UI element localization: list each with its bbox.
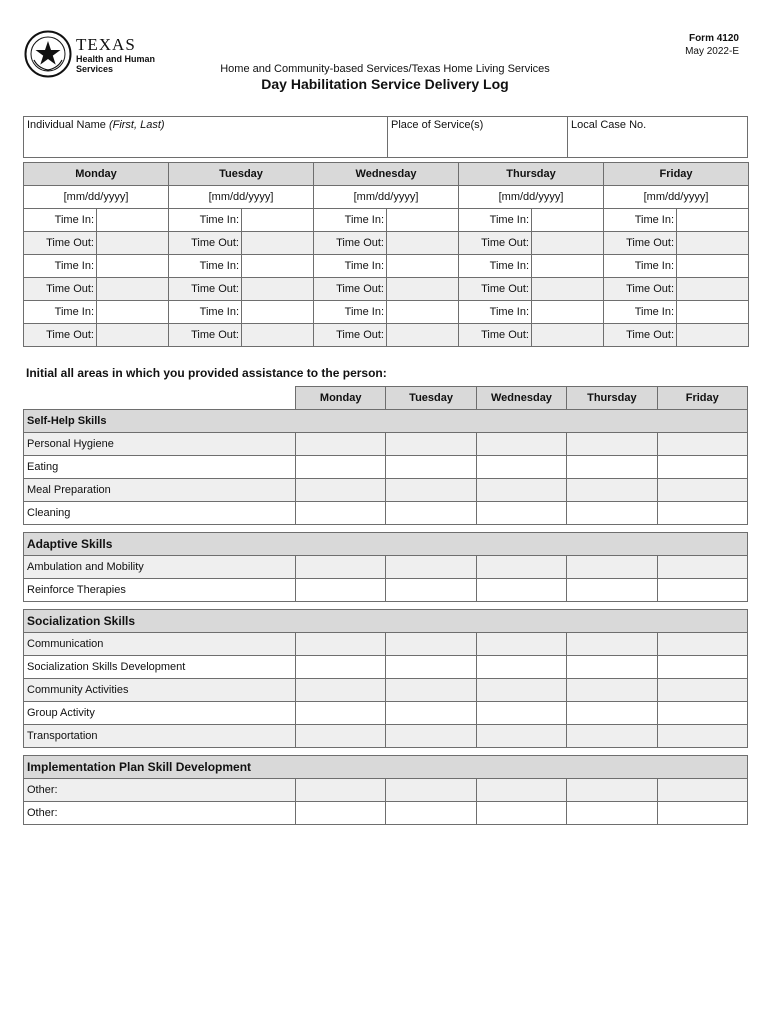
initial-field-wednesday[interactable] [476,633,566,656]
time-out-field-wednesday[interactable] [387,232,459,255]
skill-item-label: Meal Preparation [24,479,296,502]
skill-item-label: Ambulation and Mobility [24,556,296,579]
initial-field-thursday[interactable] [567,656,657,679]
initial-field-thursday[interactable] [567,779,657,802]
time-in-label: Time In: [314,255,387,278]
skills-corner-cell [24,387,296,410]
section-header: Socialization Skills [24,610,748,633]
initial-field-wednesday[interactable] [476,433,566,456]
skill-item-label: Community Activities [24,679,296,702]
day-header-friday: Friday [604,163,749,186]
date-field-monday[interactable]: [mm/dd/yyyy] [24,186,169,209]
time-in-field-friday[interactable] [677,209,749,232]
initial-field-friday[interactable] [657,779,747,802]
time-out-label: Time Out: [314,324,387,347]
initial-field-friday[interactable] [657,656,747,679]
initial-field-thursday[interactable] [567,579,657,602]
time-out-field-friday[interactable] [677,232,749,255]
time-in-label: Time In: [24,255,97,278]
time-in-field-thursday[interactable] [532,255,604,278]
time-out-label: Time Out: [169,232,242,255]
time-out-field-thursday[interactable] [532,232,604,255]
time-in-field-monday[interactable] [97,255,169,278]
time-out-field-friday[interactable] [677,278,749,301]
initial-field-tuesday[interactable] [386,479,476,502]
initial-field-friday[interactable] [657,556,747,579]
skills-day-header-wednesday: Wednesday [476,387,566,410]
section-spacer [24,748,748,756]
time-out-label: Time Out: [24,232,97,255]
skill-item-label: Socialization Skills Development [24,656,296,679]
initial-field-wednesday[interactable] [476,502,566,525]
individual-name-field[interactable]: Individual Name (First, Last) [24,117,388,158]
initial-field-monday[interactable] [296,679,386,702]
day-header-monday: Monday [24,163,169,186]
section-spacer [24,525,748,533]
day-header-thursday: Thursday [459,163,604,186]
form-number: Form 4120 [688,33,739,44]
skill-item-label: Cleaning [24,502,296,525]
day-header-tuesday: Tuesday [169,163,314,186]
initial-field-wednesday[interactable] [476,579,566,602]
initial-field-friday[interactable] [657,702,747,725]
initial-field-tuesday[interactable] [386,679,476,702]
time-in-label: Time In: [459,301,532,324]
initial-field-monday[interactable] [296,656,386,679]
initial-field-tuesday[interactable] [386,702,476,725]
individual-info-table [23,116,748,158]
initial-field-monday[interactable] [296,456,386,479]
initial-field-friday[interactable] [657,502,747,525]
time-out-label: Time Out: [314,232,387,255]
time-in-field-thursday[interactable] [532,301,604,324]
time-out-label: Time Out: [314,278,387,301]
initial-field-thursday[interactable] [567,456,657,479]
skill-item-label: Personal Hygiene [24,433,296,456]
initial-field-wednesday[interactable] [476,479,566,502]
time-in-field-tuesday[interactable] [242,209,314,232]
time-in-field-tuesday[interactable] [242,301,314,324]
time-out-field-monday[interactable] [97,232,169,255]
initial-field-tuesday[interactable] [386,633,476,656]
page-title: Day Habilitation Service Delivery Log [261,76,509,92]
initial-field-thursday[interactable] [567,633,657,656]
initial-field-tuesday[interactable] [386,433,476,456]
agency-line: Home and Community-based Services/Texas Home Living Services [220,63,550,75]
initial-field-wednesday[interactable] [476,556,566,579]
initial-field-tuesday[interactable] [386,656,476,679]
time-out-field-wednesday[interactable] [387,324,459,347]
initial-field-friday[interactable] [657,433,747,456]
initial-field-monday[interactable] [296,779,386,802]
time-out-label: Time Out: [169,278,242,301]
skill-item-label: Group Activity [24,702,296,725]
skills-day-header-tuesday: Tuesday [386,387,476,410]
initial-field-monday[interactable] [296,579,386,602]
skills-table [23,386,748,825]
time-out-label: Time Out: [169,324,242,347]
time-out-label: Time Out: [459,324,532,347]
time-in-label: Time In: [169,255,242,278]
initial-field-monday[interactable] [296,556,386,579]
time-in-field-friday[interactable] [677,301,749,324]
time-out-field-monday[interactable] [97,278,169,301]
date-field-wednesday[interactable]: [mm/dd/yyyy] [314,186,459,209]
form-date: May 2022-E [685,46,739,57]
date-field-tuesday[interactable]: [mm/dd/yyyy] [169,186,314,209]
date-field-thursday[interactable]: [mm/dd/yyyy] [459,186,604,209]
time-out-label: Time Out: [604,278,677,301]
initial-field-friday[interactable] [657,456,747,479]
time-out-label: Time Out: [24,278,97,301]
initial-field-monday[interactable] [296,725,386,748]
time-in-field-thursday[interactable] [532,209,604,232]
initial-field-tuesday[interactable] [386,779,476,802]
time-in-field-wednesday[interactable] [387,255,459,278]
initial-field-wednesday[interactable] [476,456,566,479]
skills-day-header-thursday: Thursday [567,387,657,410]
initial-field-wednesday[interactable] [476,702,566,725]
time-out-field-thursday[interactable] [532,278,604,301]
time-out-field-thursday[interactable] [532,324,604,347]
time-in-label: Time In: [169,301,242,324]
time-out-field-tuesday[interactable] [242,278,314,301]
time-in-label: Time In: [169,209,242,232]
initial-field-tuesday[interactable] [386,802,476,825]
time-in-field-monday[interactable] [97,209,169,232]
time-in-label: Time In: [459,209,532,232]
time-out-field-tuesday[interactable] [242,324,314,347]
skill-item-label: Communication [24,633,296,656]
time-out-field-monday[interactable] [97,324,169,347]
initial-field-wednesday[interactable] [476,679,566,702]
initial-field-friday[interactable] [657,479,747,502]
date-field-friday[interactable]: [mm/dd/yyyy] [604,186,749,209]
skill-item-label: Other: [24,802,296,825]
time-in-field-tuesday[interactable] [242,255,314,278]
skill-item-label: Reinforce Therapies [24,579,296,602]
time-in-label: Time In: [459,255,532,278]
time-in-label: Time In: [314,301,387,324]
initial-field-thursday[interactable] [567,679,657,702]
time-in-label: Time In: [24,301,97,324]
time-out-label: Time Out: [604,324,677,347]
skills-day-header-monday: Monday [296,387,386,410]
initial-field-wednesday[interactable] [476,802,566,825]
skill-item-label: Eating [24,456,296,479]
initial-field-friday[interactable] [657,633,747,656]
initial-field-thursday[interactable] [567,802,657,825]
initial-field-thursday[interactable] [567,433,657,456]
section-header: Self-Help Skills [24,410,748,433]
initial-field-tuesday[interactable] [386,456,476,479]
skills-instruction: Initial all areas in which you provided assistance to the person: [26,366,387,380]
time-in-label: Time In: [604,209,677,232]
time-in-field-wednesday[interactable] [387,209,459,232]
initial-field-monday[interactable] [296,802,386,825]
section-header: Implementation Plan Skill Development [24,756,748,779]
service-times-table [23,162,749,347]
time-out-field-tuesday[interactable] [242,232,314,255]
initial-field-wednesday[interactable] [476,656,566,679]
time-in-label: Time In: [24,209,97,232]
initial-field-friday[interactable] [657,579,747,602]
section-spacer [24,602,748,610]
time-out-label: Time Out: [604,232,677,255]
initial-field-thursday[interactable] [567,502,657,525]
initial-field-monday[interactable] [296,502,386,525]
time-in-field-friday[interactable] [677,255,749,278]
time-in-label: Time In: [604,255,677,278]
initial-field-tuesday[interactable] [386,725,476,748]
time-out-label: Time Out: [24,324,97,347]
time-in-label: Time In: [314,209,387,232]
time-out-field-friday[interactable] [677,324,749,347]
initial-field-thursday[interactable] [567,702,657,725]
initial-field-monday[interactable] [296,433,386,456]
time-out-label: Time Out: [459,278,532,301]
initial-field-thursday[interactable] [567,479,657,502]
time-in-field-monday[interactable] [97,301,169,324]
skill-item-label: Other: [24,779,296,802]
initial-field-thursday[interactable] [567,556,657,579]
initial-field-tuesday[interactable] [386,556,476,579]
day-header-wednesday: Wednesday [314,163,459,186]
place-of-service-field[interactable]: Place of Service(s) [388,117,568,158]
initial-field-tuesday[interactable] [386,502,476,525]
logo-subtitle: Health and Human Services [76,54,156,74]
initial-field-monday[interactable] [296,633,386,656]
time-out-label: Time Out: [459,232,532,255]
initial-field-friday[interactable] [657,725,747,748]
initial-field-monday[interactable] [296,702,386,725]
initial-field-wednesday[interactable] [476,779,566,802]
time-out-field-wednesday[interactable] [387,278,459,301]
skills-day-header-friday: Friday [657,387,747,410]
initial-field-tuesday[interactable] [386,579,476,602]
time-in-field-wednesday[interactable] [387,301,459,324]
skill-item-label: Transportation [24,725,296,748]
logo-wordmark: TEXAS [76,35,136,54]
initial-field-wednesday[interactable] [476,725,566,748]
initial-field-monday[interactable] [296,479,386,502]
initial-field-friday[interactable] [657,679,747,702]
initial-field-thursday[interactable] [567,725,657,748]
time-in-label: Time In: [604,301,677,324]
initial-field-friday[interactable] [657,802,747,825]
section-header: Adaptive Skills [24,533,748,556]
local-case-number-field[interactable]: Local Case No. [568,117,748,158]
